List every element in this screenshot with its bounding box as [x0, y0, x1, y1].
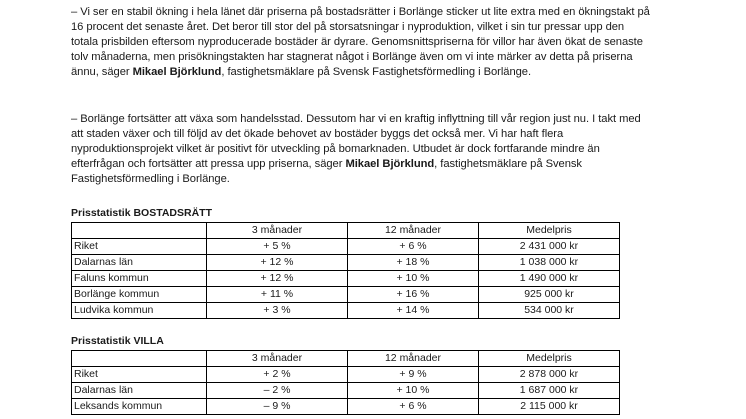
paragraph-1-tail: , fastighetsmäklare på Svensk Fastighetsförmedling i Borlänge.: [221, 66, 532, 79]
table-title-bostadsratt: Prisstatistik BOSTADSRÄTT: [71, 207, 212, 219]
table-cell: 2 431 000 kr: [479, 239, 620, 255]
table-cell: + 6 %: [348, 399, 479, 415]
table-cell: 1 038 000 kr: [479, 255, 620, 271]
table-cell: + 10 %: [348, 271, 479, 287]
table-row: [72, 271, 620, 287]
table-cell: Faluns kommun: [72, 271, 207, 287]
table-cell: + 6 %: [348, 239, 479, 255]
table-cell: – 2 %: [207, 383, 348, 399]
table-cell: – 9 %: [207, 399, 348, 415]
header-cell: 12 månader: [348, 351, 479, 367]
table-cell: Riket: [72, 367, 207, 383]
stats-table-bostadsratt: [71, 222, 620, 319]
table-cell: + 16 %: [348, 287, 479, 303]
table-cell: + 18 %: [348, 255, 479, 271]
paragraph-2: [71, 112, 651, 187]
table-cell: + 12 %: [207, 271, 348, 287]
paragraph-2-name: Mikael Björklund: [345, 158, 435, 171]
table-row: [72, 399, 620, 415]
table-cell: + 10 %: [348, 383, 479, 399]
table-cell: Dalarnas län: [72, 383, 207, 399]
table-header-row: [72, 223, 620, 239]
table-cell: 1 490 000 kr: [479, 271, 620, 287]
table-cell: 1 687 000 kr: [479, 383, 620, 399]
table-row: [72, 367, 620, 383]
table-cell: 2 878 000 kr: [479, 367, 620, 383]
table-row: [72, 239, 620, 255]
table-cell: + 3 %: [207, 303, 348, 319]
header-cell: Medelpris: [479, 223, 620, 239]
table-row: [72, 383, 620, 399]
table-cell: 925 000 kr: [479, 287, 620, 303]
table-cell: + 11 %: [207, 287, 348, 303]
header-cell: Medelpris: [479, 351, 620, 367]
table-header-row: [72, 351, 620, 367]
paragraph-2-text: – Borlänge fortsätter att växa som handelsstad. Dessutom har vi en kraftig inflyttning till vår region just nu. I takt med att staden växer och till följd av det ökade behovet av bostäder byggs det också mer. Vi har haft flera nyproduktionsprojekt vilket är positivt för utveckling på bomarknaden. Utbudet är dock fortfarande mindre än efterfrågan och fortsätter att pressa upp priserna, säger: [71, 113, 641, 171]
table-cell: + 9 %: [348, 367, 479, 383]
table-cell: Borlänge kommun: [72, 287, 207, 303]
table-row: [72, 255, 620, 271]
table-cell: Riket: [72, 239, 207, 255]
header-cell: 12 månader: [348, 223, 479, 239]
table-cell: + 14 %: [348, 303, 479, 319]
header-cell: [72, 223, 207, 239]
table-cell: 534 000 kr: [479, 303, 620, 319]
table-row: [72, 303, 620, 319]
table-cell: + 5 %: [207, 239, 348, 255]
stats-table-villa: [71, 350, 620, 415]
table-row: [72, 287, 620, 303]
table-cell: Leksands kommun: [72, 399, 207, 415]
header-cell: 3 månader: [207, 351, 348, 367]
paragraph-1: [71, 5, 651, 80]
header-cell: 3 månader: [207, 223, 348, 239]
paragraph-2-tail: , fastighetsmäklare på Svensk Fastighetsförmedling i Borlänge.: [71, 158, 582, 186]
table-cell: 2 115 000 kr: [479, 399, 620, 415]
paragraph-1-text: – Vi ser en stabil ökning i hela länet där priserna på bostadsrätter i Borlänge sticker ut lite extra med en ökningstakt på 16 procent det senaste året. Det beror till stor del på storsatsningar i nyproduktion, vilket i sin tur pressar upp den totala prisbilden eftersom nyproducerade bostäder är dyrare. Genomsnittspriserna för villor har även ökat de senaste tolv månaderna, men prisökningstakten har stagnerat något i Borlänge även om vi inte märker av detta på priserna ännu, säger: [71, 6, 650, 79]
table-cell: Dalarnas län: [72, 255, 207, 271]
paragraph-1-name: Mikael Björklund: [132, 66, 222, 79]
table-cell: Ludvika kommun: [72, 303, 207, 319]
table-title-villa: Prisstatistik VILLA: [71, 335, 164, 347]
header-cell: [72, 351, 207, 367]
table-cell: + 2 %: [207, 367, 348, 383]
table-cell: + 12 %: [207, 255, 348, 271]
